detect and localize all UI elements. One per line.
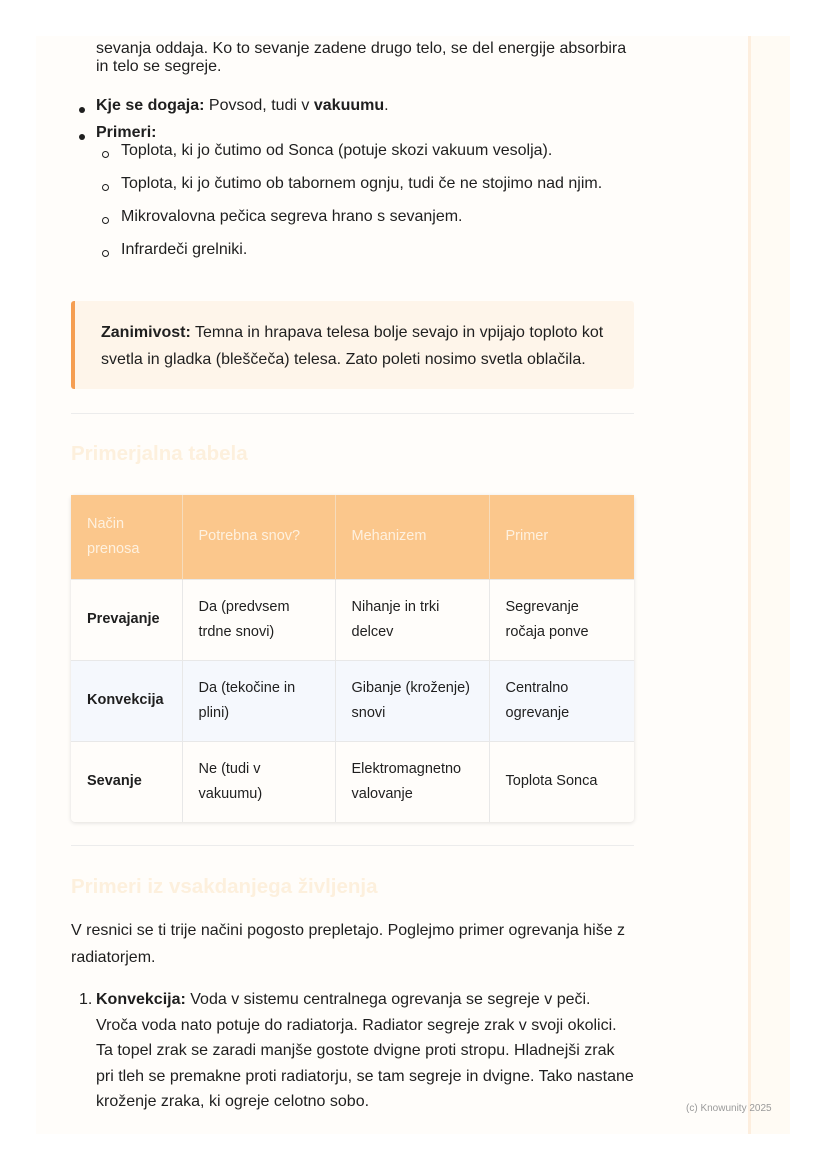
example-item: Mikrovalovna pečica segreva hrano s sevanjem.: [96, 208, 636, 233]
table-cell: Toplota Sonca: [489, 741, 634, 822]
row-header-cell: Konvekcija: [71, 660, 182, 741]
bullet-where-label: Kje se dogaja:: [96, 97, 205, 114]
table-cell: Da (predvsem trdne snovi): [182, 579, 335, 660]
table-cell: Nihanje in trki delcev: [335, 579, 489, 660]
fun-fact-callout: [71, 301, 634, 389]
document-page: [36, 36, 790, 1134]
table-cell: Centralno ogrevanje: [489, 660, 634, 741]
row-header-cell: Prevajanje: [71, 579, 182, 660]
table-cell: Ne (tudi v vakuumu): [182, 741, 335, 822]
column-header: Način prenosa: [71, 495, 182, 579]
numbered-steps-list: [71, 987, 636, 1115]
table-cell: Da (tekočine in plini): [182, 660, 335, 741]
table-row: [71, 579, 634, 660]
bullet-examples: [76, 124, 636, 266]
table-heading: Primerjalna tabela: [71, 442, 248, 465]
radiation-bullet-list: [76, 97, 636, 266]
bullet-where-text: Povsod, tudi v: [204, 97, 314, 114]
comparison-table: [71, 495, 634, 822]
margin-rule: [748, 36, 751, 1134]
table-row: [71, 660, 634, 741]
examples-sublist: [96, 142, 636, 266]
copyright-footer: (c) Knowunity 2025: [686, 1103, 772, 1114]
column-header: Potrebna snov?: [182, 495, 335, 579]
bullet-where-bold: vakuumu: [313, 97, 385, 114]
intro-paragraph: V resnici se ti trije načini pogosto prepletajo. Poglejmo primer ogrevanja hiše z radiatorjem.: [71, 922, 626, 966]
example-item: Infrardeči grelniki.: [96, 241, 636, 266]
callout-label: Zanimivost:: [101, 324, 191, 341]
column-header: Primer: [489, 495, 634, 579]
step-text: Voda v sistemu centralnega ogrevanja se segreje v peči. Vroča voda nato potuje do radiatorja. Radiator segreje zrak v svoji okolici. Ta topel zrak se zaradi manjše gostote dvigne proti stropu. Hladnejši zrak pri tleh se premakne proti radiatorju, se tam segreje in dvigne. Tako nastane kroženje zraka, ki ogreje celotno sobo.: [96, 991, 634, 1110]
step-number: 1.: [79, 991, 93, 1008]
example-item: Toplota, ki jo čutimo od Sonca (potuje skozi vakuum vesolja).: [96, 142, 636, 167]
table-cell: Gibanje (kroženje) snovi: [335, 660, 489, 741]
table-cell: Elektromagnetno valovanje: [335, 741, 489, 822]
table-row: [71, 741, 634, 822]
table-header-row: [71, 495, 634, 579]
callout-text: Temna in hrapava telesa bolje sevajo in vpijajo toploto kot svetla in gladka (bleščeča) telesa. Zato poleti nosimo svetla oblačila.: [101, 324, 604, 368]
row-header-cell: Sevanje: [71, 741, 182, 822]
bullet-examples-label: Primeri:: [96, 124, 157, 141]
step-item: [71, 987, 636, 1115]
section-heading: Primeri iz vsakdanjega življenja: [71, 875, 378, 898]
divider: [71, 845, 634, 846]
example-item: Toplota, ki jo čutimo ob tabornem ognju, tudi če ne stojimo nad njim.: [96, 175, 636, 200]
divider: [71, 413, 634, 414]
table-cell: Segrevanje ročaja ponve: [489, 579, 634, 660]
column-header: Mehanizem: [335, 495, 489, 579]
continuation-paragraph: sevanja oddaja. Ko to sevanje zadene drugo telo, se del energije absorbira in telo se segreje.: [96, 40, 627, 75]
step-label: Konvekcija:: [96, 991, 186, 1008]
bullet-where: Kje se dogaja: Povsod, tudi v vakuumu.: [76, 97, 636, 115]
page-margin-strip: [748, 36, 790, 1134]
